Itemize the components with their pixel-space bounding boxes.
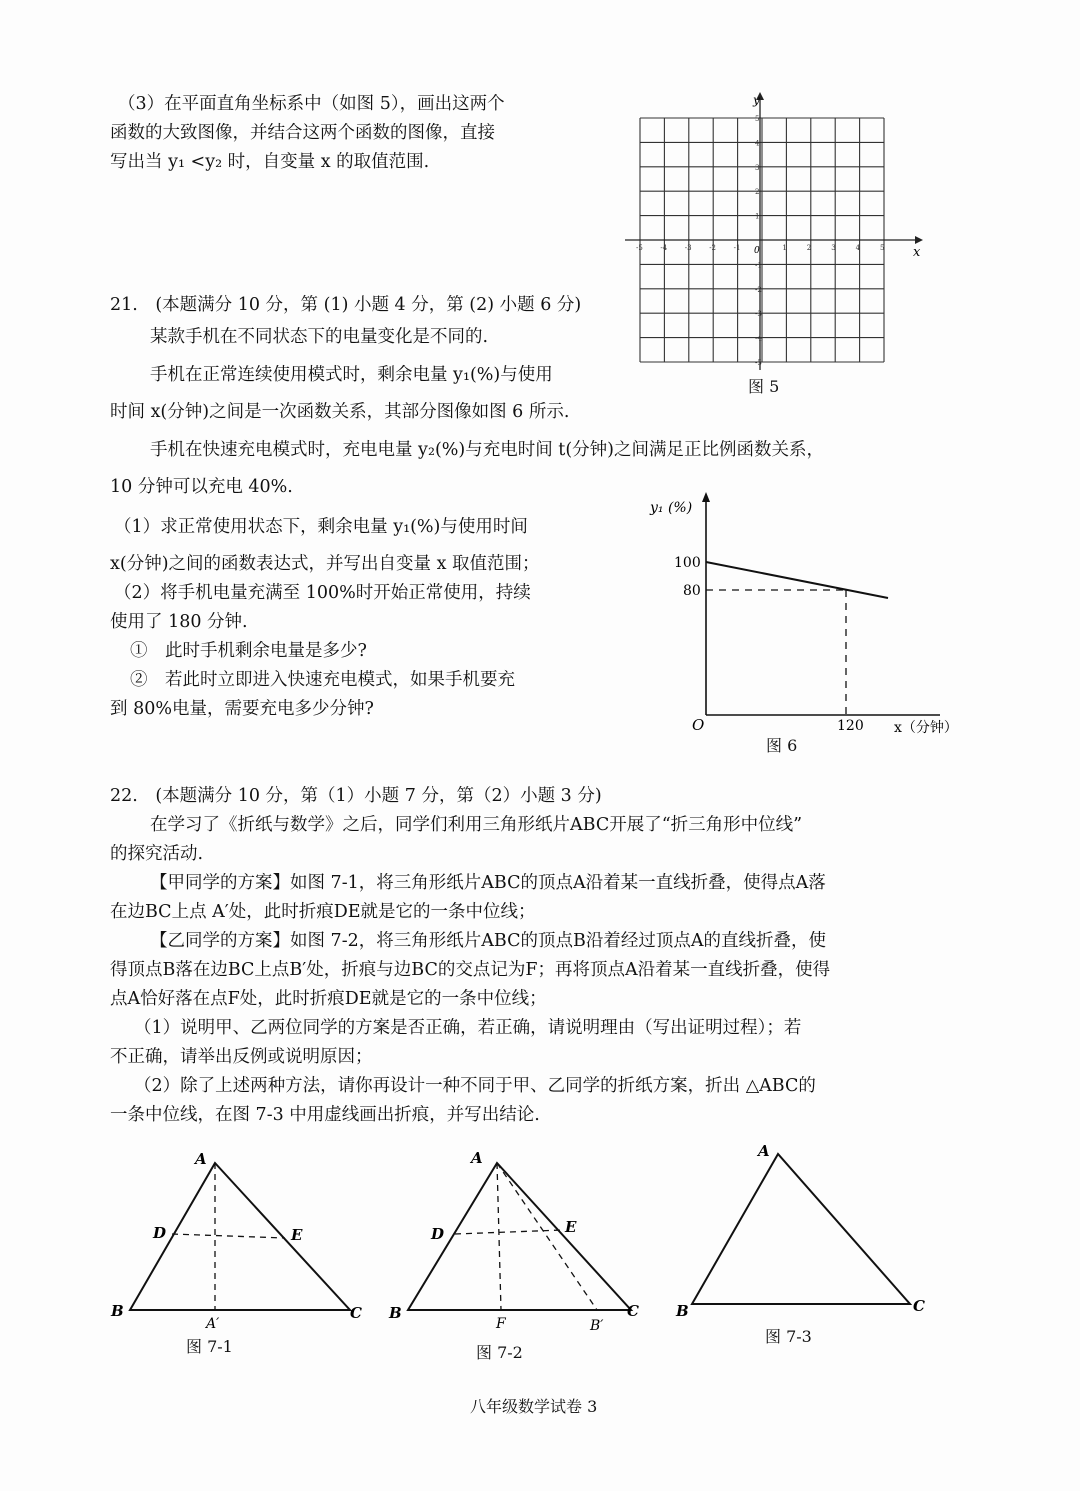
fig7-1-label-e: E bbox=[291, 1226, 303, 1244]
fig6-y-label: y₁ (%) bbox=[650, 500, 693, 516]
q21-p4: 手机在快速充电模式时，充电电量 y₂(%)与充电时间 t(分钟)之间满足正比例函数关系， bbox=[150, 440, 824, 460]
fig7-1-label-c: C bbox=[350, 1304, 362, 1322]
q22-header: 22. (本题满分 10 分，第（1）小题 7 分，第（2）小题 3 分) bbox=[110, 786, 602, 806]
q20-part3-line3: 写出当 y₁ <y₂ 时，自变量 x 的取值范围. bbox=[110, 152, 430, 172]
q21-q1-line2: x(分钟)之间的函数表达式，并写出自变量 x 取值范围； bbox=[110, 554, 540, 574]
figure-5-caption: 图 5 bbox=[748, 377, 780, 396]
fig7-2-fold-ab-prime bbox=[497, 1163, 597, 1310]
fig5-y-tick: 5 bbox=[755, 115, 760, 123]
fig7-2-fold-af bbox=[497, 1163, 501, 1310]
fig7-2-label-f: F bbox=[496, 1316, 506, 1332]
fig5-y-tick: -5 bbox=[755, 359, 762, 367]
fig5-y-label: y bbox=[753, 93, 760, 107]
q21-p2: 手机在正常连续使用模式时，剩余电量 y₁(%)与使用 bbox=[150, 365, 553, 385]
fig7-1-label-d: D bbox=[153, 1224, 167, 1242]
q22-p1-line1: 在学习了《折纸与数学》之后，同学们利用三角形纸片ABC开展了“折三角形中位线” bbox=[150, 815, 803, 835]
fig7-1-label-a-prime: A′ bbox=[206, 1316, 220, 1332]
figure-5-coordinate-grid bbox=[620, 90, 940, 390]
fig5-y-tick: 4 bbox=[755, 139, 760, 148]
q21-q2-sub2-line1: ② 若此时立即进入快速充电模式，如果手机要充 bbox=[130, 670, 515, 690]
fig6-y-tick-80: 80 bbox=[683, 583, 701, 599]
fig6-function-line bbox=[706, 562, 888, 598]
fig7-2-label-b-prime: B′ bbox=[590, 1318, 604, 1334]
fig7-1-label-a: A bbox=[195, 1150, 207, 1168]
figure-6-graph bbox=[640, 490, 970, 740]
fig5-y-tick: -4 bbox=[755, 334, 762, 343]
fig7-2-label-c: C bbox=[627, 1302, 639, 1320]
q22-q1-line2: 不正确，请举出反例或说明原因； bbox=[110, 1047, 373, 1067]
q22-plan-b-line1: 【乙同学的方案】如图 7-2，将三角形纸片ABC的顶点B沿着经过顶点A的直线折叠，使 bbox=[150, 931, 826, 951]
fig5-y-tick: -2 bbox=[755, 285, 762, 294]
fig5-x-tick: 5 bbox=[880, 244, 885, 252]
fig5-x-tick: -2 bbox=[709, 244, 717, 252]
q21-p5: 10 分钟可以充电 40%. bbox=[110, 477, 293, 497]
fig5-x-tick: 2 bbox=[806, 244, 812, 252]
q22-q2-line1: （2）除了上述两种方法，请你再设计一种不同于甲、乙同学的折纸方案，折出 △ABC的 bbox=[134, 1076, 816, 1096]
fig5-x-tick: -4 bbox=[660, 244, 668, 252]
q20-part3-line2: 函数的大致图像，并结合这两个函数的图像，直接 bbox=[110, 123, 495, 143]
fig5-y-tick: -1 bbox=[755, 261, 762, 270]
fig7-3-label-a: A bbox=[758, 1142, 770, 1160]
fig6-origin-label: O bbox=[692, 716, 705, 734]
q21-q2-sub2-line2: 到 80%电量，需要充电多少分钟? bbox=[110, 699, 374, 719]
fig7-2-label-e: E bbox=[565, 1218, 577, 1236]
fig7-3-triangle bbox=[692, 1154, 910, 1304]
fig5-x-tick: -1 bbox=[733, 244, 741, 252]
fig7-1-crease-de bbox=[172, 1234, 285, 1238]
fig6-x-tick-120: 120 bbox=[837, 718, 864, 734]
fig6-y-arrow bbox=[702, 492, 710, 502]
figure-6-caption: 图 6 bbox=[766, 736, 798, 755]
fig5-x-tick: -5 bbox=[636, 244, 643, 252]
q22-plan-b-line3: 点A恰好落在点F处，此时折痕DE就是它的一条中位线； bbox=[110, 989, 547, 1009]
fig5-y-tick: -3 bbox=[755, 310, 762, 319]
fig5-x-arrow bbox=[915, 236, 923, 244]
fig5-x-tick: -3 bbox=[684, 244, 692, 252]
page-footer: 八年级数学试卷 3 bbox=[470, 1397, 598, 1416]
fig5-x-tick: 1 bbox=[782, 244, 787, 252]
q21-p3: 时间 x(分钟)之间是一次函数关系，其部分图像如图 6 所示. bbox=[110, 402, 570, 422]
q21-p1: 某款手机在不同状态下的电量变化是不同的. bbox=[150, 327, 489, 347]
q20-part3-line1: （3）在平面直角坐标系中（如图 5），画出这两个 bbox=[118, 94, 505, 114]
fig7-2-crease-de bbox=[455, 1230, 563, 1234]
q21-header: 21. (本题满分 10 分，第 (1) 小题 4 分，第 (2) 小题 6 分) bbox=[110, 295, 582, 315]
fig5-x-tick: 4 bbox=[855, 244, 861, 252]
fig5-y-tick: 2 bbox=[755, 188, 760, 197]
figure-7-3-caption: 图 7-3 bbox=[765, 1327, 812, 1346]
figure-7-1-caption: 图 7-1 bbox=[186, 1337, 233, 1356]
fig7-2-label-d: D bbox=[431, 1225, 445, 1243]
fig5-y-tick: 1 bbox=[755, 212, 760, 221]
q22-plan-b-line2: 得顶点B落在边BC上点B′处，折痕与边BC的交点记为F；再将顶点A沿着某一直线折叠，使得 bbox=[110, 960, 831, 980]
q21-q2-sub1: ① 此时手机剩余电量是多少? bbox=[130, 641, 367, 661]
q22-plan-a-line2: 在边BC上点 A′处，此时折痕DE就是它的一条中位线； bbox=[110, 902, 536, 922]
fig7-2-label-a: A bbox=[471, 1149, 483, 1167]
fig5-x-label: x bbox=[913, 245, 921, 260]
fig6-x-label: x（分钟） bbox=[894, 720, 958, 736]
fig5-y-tick: 3 bbox=[755, 163, 760, 172]
fig7-3-label-c: C bbox=[913, 1297, 925, 1315]
fig7-2-label-b: B bbox=[389, 1304, 402, 1322]
fig7-1-label-b: B bbox=[111, 1302, 124, 1320]
figure-7-2 bbox=[385, 1148, 655, 1338]
figure-7-1 bbox=[105, 1148, 375, 1338]
fig5-x-tick: 3 bbox=[831, 244, 836, 252]
q22-p1-line2: 的探究活动. bbox=[110, 844, 204, 864]
q21-q1-line1: （1）求正常使用状态下，剩余电量 y₁(%)与使用时间 bbox=[114, 517, 528, 537]
figure-7-3 bbox=[670, 1136, 940, 1326]
q22-plan-a-line1: 【甲同学的方案】如图 7-1，将三角形纸片ABC的顶点A沿着某一直线折叠，使得点A落 bbox=[150, 873, 826, 893]
fig5-origin-label: 0 bbox=[754, 246, 760, 256]
fig6-y-tick-100: 100 bbox=[674, 555, 701, 571]
q22-q2-line2: 一条中位线，在图 7-3 中用虚线画出折痕，并写出结论. bbox=[110, 1105, 540, 1125]
q22-q1-line1: （1）说明甲、乙两位同学的方案是否正确，若正确，请说明理由（写出证明过程）；若 bbox=[134, 1018, 802, 1038]
q21-q2-line2: 使用了 180 分钟. bbox=[110, 612, 248, 632]
figure-7-2-caption: 图 7-2 bbox=[476, 1343, 523, 1362]
fig7-3-label-b: B bbox=[676, 1302, 689, 1320]
q21-q2-line1: （2）将手机电量充满至 100%时开始正常使用，持续 bbox=[114, 583, 531, 603]
